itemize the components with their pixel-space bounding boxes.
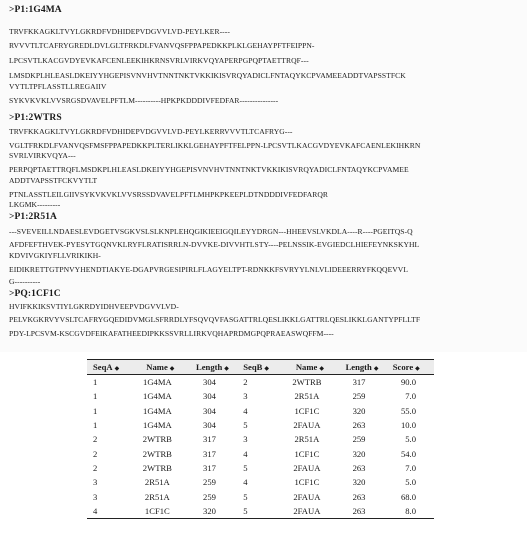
column-header-length-b[interactable] [331,360,387,375]
cell-seqa: 1 [93,405,98,416]
cell-length-b: 320 [352,477,366,488]
cell-length-a: 259 [203,477,216,488]
column-header-score[interactable] [387,360,434,375]
cell-score: 8.0 [387,504,434,519]
table-row [87,446,434,460]
column-header-name-b[interactable] [283,360,332,375]
cell-length-b: 263 [352,420,366,431]
table-header-row [87,360,434,375]
cell-seqa: 2 [93,448,98,459]
cell-score: 7.0 [405,462,416,473]
cell-length-b: 263 [352,491,366,502]
table-row [87,404,434,418]
sort-icon[interactable]: ◆ [415,366,420,372]
cell-seqa: 3 [93,477,98,488]
sequence-line: PDY-LPCSVM-KSCGVDFEIKAFATHEEDIPKKSSVRLLIRKVQHAPRDMGPQPRAEASWQFFM---- [9,329,334,338]
table-body [87,375,434,519]
sequence-line: LPCSVTLKACGVDYEVKAFCENLEEKIHKRNSVRLVIRKVQYAPERPGPQPTAETTRQF--- [9,56,309,65]
cell-length-a: 320 [182,504,238,519]
sequence-line: SYKVKVKLVVSRGSDVAVELPFTLM----------HPKPKDDDIVFEDFAR--------------- [9,96,279,105]
cell-length-b: 320 [352,405,366,416]
sequence-line: G---------- [9,277,41,286]
cell-length-b: 263 [331,504,387,519]
sequence-line: LKGMK--------- [9,200,61,209]
cell-name-b: 2FAUA [293,420,321,431]
cell-length-a: 304 [203,420,216,431]
sequence-line: HVIFKKIKSVTIYLGKRDYIDHVEEPVDGVVLVD- [9,302,179,311]
sequence-header: >P1:2WTRS [9,113,62,123]
cell-length-b: 320 [352,448,366,459]
sequence-header: >P1:2R51A [9,212,58,222]
cell-name-a: 1G4MA [143,405,172,416]
cell-score: 10.0 [400,420,416,431]
sequence-line: TRVFKKAGKLTVYLGKRDFVDHIDEPVDGVVLVD-PEYLKER---- [9,27,230,36]
cell-seqa: 4 [87,504,133,519]
cell-length-a: 304 [203,391,216,402]
column-header-seqa[interactable] [87,360,133,375]
cell-score: 7.0 [405,391,416,402]
cell-length-a: 259 [203,491,216,502]
sequence-line: PERPQPTAETTRQFLMSDKPLHLEASLDKEIYYHGEPISVNVHVTNNTNKTVKKIKISVRQYADICLFNTAQYKCPVAMEE [9,165,409,174]
cell-name-a: 1G4MA [143,420,172,431]
table-row [87,389,434,403]
cell-seqa: 1 [93,377,98,388]
cell-seqb: 4 [243,405,248,416]
cell-seqb: 3 [243,391,248,402]
cell-name-b: 2R51A [294,434,320,445]
cell-seqb: 5 [237,504,282,519]
cell-name-b: 2FAUA [293,491,321,502]
cell-seqb: 5 [243,462,248,473]
cell-score: 5.0 [405,434,416,445]
cell-name-b: 2R51A [294,391,320,402]
cell-name-a: 2R51A [144,477,170,488]
table-row [87,375,434,390]
cell-length-a: 304 [203,405,216,416]
sequence-line: SVRLVIRKVQYA--- [9,151,76,160]
sequence-line: TRVFKKAGKLTVYLGKRDFVDHIDEPVDGVVLVD-PEYLKERRVVVTLTCAFRYG--- [9,127,293,136]
cell-name-a: 1G4MA [143,377,172,388]
sequence-line: LMSDKPLHLEASLDKEIYYHGEPISVNVHVTNNTNKTVKKIKISVRQYADICLFNTAQYKCPVAMEEADDTVAPSSTFCK [9,71,406,80]
cell-length-a: 304 [203,377,216,388]
sequence-line: ---SVEVEILLNDAESLEVDGETVSGKVSLSLKNPLEHQGIKIEEIGQILEYYDRGN---HHEEVSLVKDLA----R----PGEITQS-Q [9,227,413,236]
table-row [87,504,434,519]
column-header-name-a[interactable] [133,360,182,375]
pairwise-score-table [87,359,434,519]
table-row [87,418,434,432]
sort-icon[interactable]: ◆ [114,366,120,372]
cell-name-a: 1CF1C [133,504,182,519]
cell-name-b: 1CF1C [294,448,320,459]
column-header-label: SeqB [243,362,263,372]
cell-name-a: 2R51A [144,491,170,502]
cell-length-b: 317 [352,377,366,388]
cell-name-a: 2WTRB [142,434,172,445]
sequence-line: RVVVTLTCAFRYGREDLDVLGLTFRKDLFVANVQSFPPAPEDKKPLKLGEHAYPFTFEIPPN- [9,41,315,50]
sort-icon[interactable]: ◆ [319,366,324,372]
sort-icon[interactable]: ◆ [224,366,229,372]
column-header-label: SeqA [93,362,113,372]
table-row [87,489,434,503]
sequence-line: VGLTFRKDLFVANVQSFMSFPPAPEDKKPLTERLIKKLGEHAYPFTFELPPN-LPCSVTLKACGVDYEVKAFCAENLEKIHKRN [9,141,421,150]
score-table-container [87,359,434,519]
cell-length-b: 263 [352,462,366,473]
cell-seqb: 5 [243,420,248,431]
cell-seqa: 2 [93,462,98,473]
cell-length-b: 259 [352,391,366,402]
cell-length-b: 259 [352,434,366,445]
sequence-header: >PQ:1CF1C [9,289,61,299]
cell-name-a: 2WTRB [142,462,172,473]
cell-seqb: 3 [243,434,248,445]
cell-score: 68.0 [400,491,416,502]
sequence-line: VYTLTPFLASSTLLREGAIIV [9,82,107,91]
column-header-length-a[interactable] [182,360,238,375]
sort-icon[interactable]: ◆ [264,366,269,372]
table-row [87,432,434,446]
sort-icon[interactable]: ◆ [169,366,175,372]
sequence-line: KDVIVGKIYFLLVRIKIKH- [9,251,101,260]
cell-seqa: 3 [93,491,98,502]
cell-length-a: 317 [203,462,216,473]
sequence-line: EIDIKRETTGTPNVYHENDTIAKYE-DGAPVRGESIPIRLFLAGYELTPT-RDNKKFSVRYYLNLVLIDEEERRYFKQQEVVL [9,265,409,274]
sequence-line: AFDFEFTHVEK-PYESYTGQNVKLRYFLRATISRRLN-DVVKE-DIVVHTLSTY----PELNSSIK-EVGIEDCLHIEFEYNKSKYHL [9,240,420,249]
table-row [87,461,434,475]
sequence-header: >P1:1G4MA [9,5,62,15]
column-header-label: Length [345,362,372,372]
cell-score: 90.0 [400,377,416,388]
sort-icon[interactable]: ◆ [373,366,379,372]
cell-name-b: 2FAUA [283,504,332,519]
cell-score: 55.0 [400,405,416,416]
cell-seqa: 1 [93,420,98,431]
table-row [87,475,434,489]
cell-name-a: 1G4MA [143,391,172,402]
cell-seqa: 2 [93,434,98,445]
cell-name-b: 2WTRB [292,377,322,388]
cell-seqb: 4 [243,477,248,488]
sequence-line: PTNLASSTLEILGIIVSYKVKVKLVVSRSSDVAVELPFTLMHPKPKEEPLDTNDDDIVFEDFARQR [9,190,329,199]
cell-name-b: 1CF1C [294,477,320,488]
column-header-label: Name [146,362,168,372]
cell-seqb: 4 [243,448,248,459]
cell-length-a: 317 [203,448,216,459]
cell-score: 5.0 [405,477,416,488]
sequence-line: PELVKGKRVYVSLTCAFRYGQEDIDVMGLSFRRDLYFSQVQVFASGATTRLQESLIKKLGATTRLQESLIKKLGANTYPFLLTF [9,315,421,324]
cell-name-b: 2FAUA [293,462,321,473]
cell-length-a: 317 [203,434,216,445]
cell-seqa: 1 [93,391,98,402]
cell-score: 54.0 [400,448,416,459]
column-header-seqb[interactable] [237,360,282,375]
cell-name-a: 2WTRB [142,448,172,459]
cell-name-b: 1CF1C [294,405,320,416]
sequence-line: ADDTVAPSSTFCKVYTLT [9,176,98,185]
cell-seqb: 5 [243,491,248,502]
column-header-label: Length [196,362,223,372]
column-header-label: Score [392,362,414,372]
cell-seqb: 2 [243,377,248,388]
column-header-label: Name [295,362,318,372]
